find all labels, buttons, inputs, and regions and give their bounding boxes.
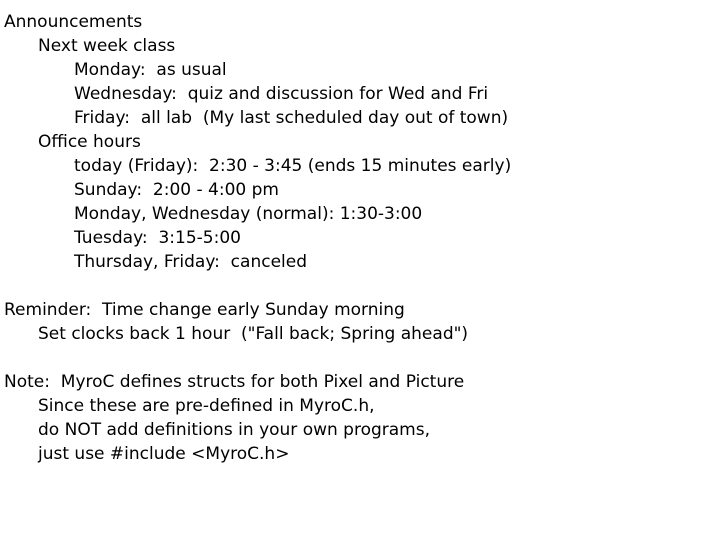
next-week-label: Next week class	[38, 36, 176, 56]
next-week-wednesday: Wednesday: quiz and discussion for Wed and Fri	[74, 84, 489, 104]
next-week-friday: Friday: all lab (My last scheduled day out of town)	[74, 108, 509, 128]
note-line-3: just use #include <MyroC.h>	[38, 444, 290, 464]
office-hours-tuesday: Tuesday: 3:15-5:00	[74, 228, 241, 248]
office-hours-label: Office hours	[38, 132, 141, 152]
office-hours-sunday: Sunday: 2:00 - 4:00 pm	[74, 180, 279, 200]
spacer	[4, 274, 716, 298]
announcements-heading: Announcements	[4, 12, 143, 32]
office-hours-today: today (Friday): 2:30 - 3:45 (ends 15 minutes early)	[74, 156, 512, 176]
note-heading: Note: MyroC defines structs for both Pixel and Picture	[4, 372, 465, 392]
reminder-heading: Reminder: Time change early Sunday morning	[4, 300, 405, 320]
office-hours-thu-fri: Thursday, Friday: canceled	[74, 252, 307, 272]
next-week-monday: Monday: as usual	[74, 60, 227, 80]
spacer	[4, 346, 716, 370]
reminder-detail: Set clocks back 1 hour ("Fall back; Spring ahead")	[38, 324, 469, 344]
office-hours-mon-wed: Monday, Wednesday (normal): 1:30-3:00	[74, 204, 423, 224]
note-line-1: Since these are pre-defined in MyroC.h,	[38, 396, 375, 416]
note-line-2: do NOT add definitions in your own programs,	[38, 420, 431, 440]
announcement-slide	[4, 10, 716, 466]
